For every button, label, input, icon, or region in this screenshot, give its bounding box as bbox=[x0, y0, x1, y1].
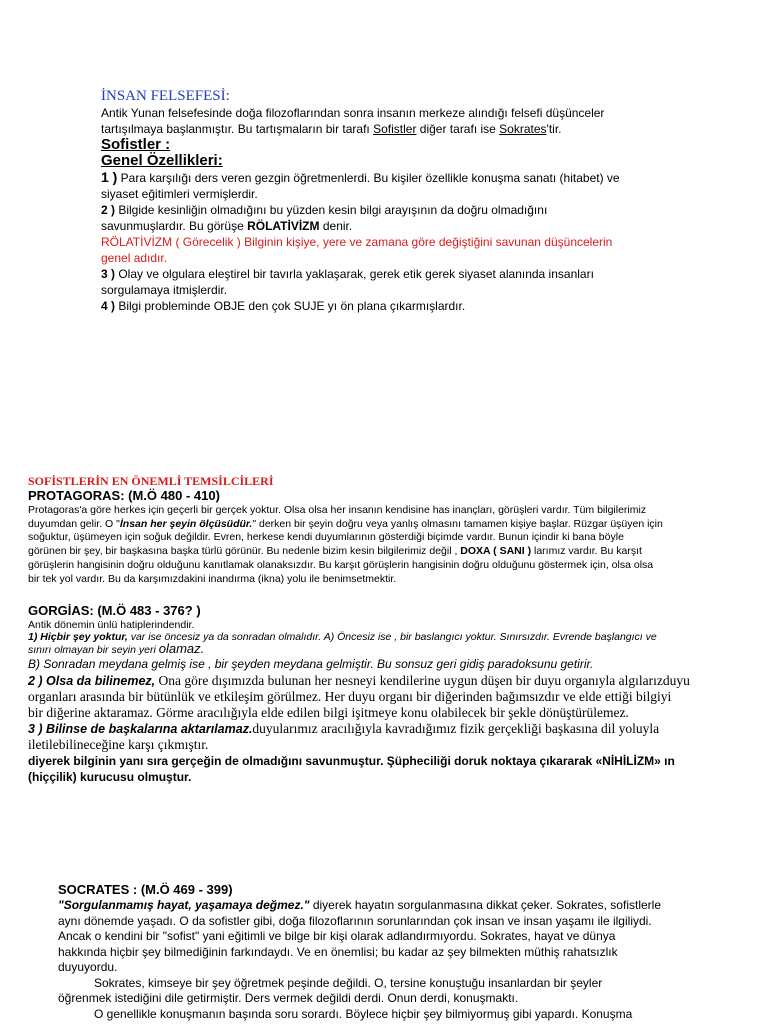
socrates-line-8: O genellikle konuşmanın başında soru sorardı. Böylece hiçbir şey bilmiyormuş gibi yapardı. Konuşma bbox=[94, 1006, 633, 1021]
intro-line-2: tartışılmaya başlanmıştır. Bu tartışmaların bir tarafı Sofistler diğer tarafı ise Sokrates'tir. bbox=[101, 122, 562, 136]
gorgias-section bbox=[28, 603, 758, 785]
protagoras-line-1: Protagoras'a göre herkes için geçerli bir gerçek yoktur. Olsa olsa her insanın kendisine has inançları, görüşleri vardır. Tüm bilgilerimiz bbox=[28, 504, 647, 516]
socrates-section bbox=[58, 882, 758, 1022]
genel-ozellikleri-heading: Genel Özellikleri: bbox=[101, 152, 223, 169]
gorgias-line-9: iletilebilineceğine karşı çıkmıştır. bbox=[28, 737, 209, 752]
gorgias-line-2: 1) Hiçbir şey yoktur, var ise öncesiz ya da sonradan olmalıdır. A) Öncesiz ise , bir baslangıcı yoktur. Sınırsızdır. Evrende başlangıcı ve bbox=[28, 631, 657, 643]
sofistler-heading: Sofistler : bbox=[101, 136, 171, 153]
insan-felsefesi-title: İNSAN FELSEFESİ: bbox=[101, 88, 230, 104]
gorgias-line-6: organları arasında bir bütünlük ve etkileşim görülmez. Her duyu organı bir diğerinden bağımsızdır ve elde ettiği bilgiyi bbox=[28, 689, 672, 704]
gorgias-line-4: B) Sonradan meydana gelmiş ise , bir şeyden meydana gelmiştir. Bu sonsuz geri gidiş paradoksunu getirir. bbox=[28, 657, 594, 671]
item-2-line-2: savunmuşlardır. Bu görüşe RÖLATİVİZM denir. bbox=[101, 219, 353, 233]
item-2-line-1: 2 ) Bilgide kesinliğin olmadığını bu yüzden kesin bilgi arayışının da doğru olmadığını bbox=[101, 203, 548, 217]
item-3-line-1: 3 ) Olay ve olgulara eleştirel bir tavırla yaklaşarak, gerek etik gerek siyaset alanında insanları bbox=[101, 267, 594, 281]
protagoras-line-3: soğuktur, üşümeyen için soğuk değildir. Evren, herkese kendi duyumlarının gösterdiği biçimde vardır. Bunun içindir ki bana böyle bbox=[28, 531, 624, 544]
gorgias-line-8: 3 ) Bilinse de başkalarına aktarılamaz.duyularımız aracılığıyla kavradığımız fizik gerçekliği başkasına dil yoluyla bbox=[28, 721, 660, 736]
gorgias-line-1: Antik dönemin ünlü hatiplerindendir. bbox=[28, 619, 195, 631]
item-4-line: 4 ) Bilgi probleminde OBJE den çok SUJE yı ön plana çıkarmışlardır. bbox=[101, 299, 466, 313]
temsilciler-section bbox=[28, 474, 758, 586]
item-1-line-1: 1 ) Para karşılığı ders veren gezgin öğretmenlerdi. Bu kişiler özellikle konuşma sanatı (hitabet) ve bbox=[101, 169, 620, 185]
socrates-line-5: duyuyordu. bbox=[58, 960, 118, 974]
protagoras-line-5: görüşlerin hangisinin doğru olduğunu kanıtlamak olanaksızdır. Bu karşıt görüşlerin hangisinin doğru olduğunu göstermek için, olsa olsa bbox=[28, 558, 654, 571]
protagoras-line-2: duyumdan gelir. O "İnsan her şeyin ölçüsüdür." derken bir şeyin doğru veya yanlış olmasını tamamen kişiye başlar. Rüzgar üşüyen için bbox=[28, 517, 663, 530]
gorgias-heading: GORGİAS: (M.Ö 483 - 376? ) bbox=[28, 603, 201, 618]
temsilciler-title: SOFİSTLERİN EN ÖNEMLİ TEMSİLCİLERİ bbox=[28, 474, 274, 488]
item-1-line-2: siyaset eğitimleri vermişlerdir. bbox=[101, 187, 258, 201]
socrates-line-1: "Sorgulanmamış hayat, yaşamaya değmez." diyerek hayatın sorgulanmasına dikkat çeker. Sokrates, sofistlerle bbox=[58, 898, 661, 912]
intro-line-1: Antik Yunan felsefesinde doğa filozoflarından sonra insanın merkeze alındığı felsefi düşünceler bbox=[101, 106, 605, 120]
protagoras-line-6: bir tek yol vardır. Bu da karşımızdakini inandırma (ikna) yolu ile benimsetmektir. bbox=[28, 572, 397, 585]
gorgias-line-7: bir diğerine aktaramaz. Görme aracılığıyla elde edilen bilgi işitmeye konu olabilecek bir şekle dönüştürülemez. bbox=[28, 705, 629, 720]
protagoras-line-4: görünen bir şey, bir başkasına başka türlü görünür. Bu nedenle bizim kesin bilgilerimiz değil , DOXA ( SANI ) larımız vardır. Bu karşıt bbox=[28, 545, 642, 558]
gorgias-line-3: sınırı olmayan bir seyin yeri olamaz. bbox=[28, 641, 205, 656]
socrates-line-2: aynı dönemde yaşadı. O da sofistler gibi, doğa filozoflarının sorunlarından çok insan ve insan yaşamı ile ilgiliydi. bbox=[58, 913, 652, 928]
socrates-line-7: öğrenmek istediğini dile getirmiştir. Ders vermek değildi derdi. Onun derdi, konuşmaktı. bbox=[58, 991, 519, 1005]
item-3-line-2: sorgulamaya itmişlerdir. bbox=[101, 283, 228, 297]
insan-felsefesi-section bbox=[101, 88, 741, 314]
sofistler-link[interactable]: Sofistler bbox=[373, 122, 417, 136]
sokrates-link[interactable]: Sokrates bbox=[499, 122, 547, 136]
gorgias-line-10: diyerek bilginin yanı sıra gerçeğin de olmadığını savunmuştur. Şüpheciliği doruk noktaya çıkararak «NİHİLİZM» ın bbox=[28, 754, 675, 768]
gorgias-line-5: 2 ) Olsa da bilinemez, Ona göre dışımızda bulunan her nesneyi kendilerine uygun düşen bir duyu organıyla algılarızduyu bbox=[28, 673, 690, 688]
socrates-line-6: Sokrates, kimseye bir şey öğretmek peşinde değildi. O, tersine konuştuğu insanlardan bir şeyler bbox=[94, 975, 603, 990]
socrates-line-4: hakkında hiçbir şey bilmediğinin farkındaydı. Ve en önemlisi; bu kadar az şey bilmekten müthiş rahatsızlık bbox=[58, 944, 618, 959]
socrates-heading: SOCRATES : (M.Ö 469 - 399) bbox=[58, 882, 233, 897]
socrates-quote: "Sorgulanmamış hayat, yaşamaya değmez." bbox=[58, 898, 310, 912]
protagoras-quote: İnsan her şeyin ölçüsüdür. bbox=[119, 517, 253, 530]
relativizm-def-line-1: RÖLATİVİZM ( Görecelik ) Bilginin kişiye, yere ve zamana göre değiştiğini savunan düşüncelerin bbox=[101, 235, 613, 249]
gorgias-line-11: (hiççilik) kurucusu olmuştur. bbox=[28, 770, 192, 784]
relativizm-def-line-2: genel adıdır. bbox=[101, 251, 168, 265]
socrates-line-3: Ancak o kendini bir "sofist" yani eğitimli ve bilge bir kişi olarak adlandırmıyordu. Sokrates, hayat ve dünya bbox=[58, 929, 616, 943]
protagoras-heading: PROTAGORAS: (M.Ö 480 - 410) bbox=[28, 488, 220, 503]
